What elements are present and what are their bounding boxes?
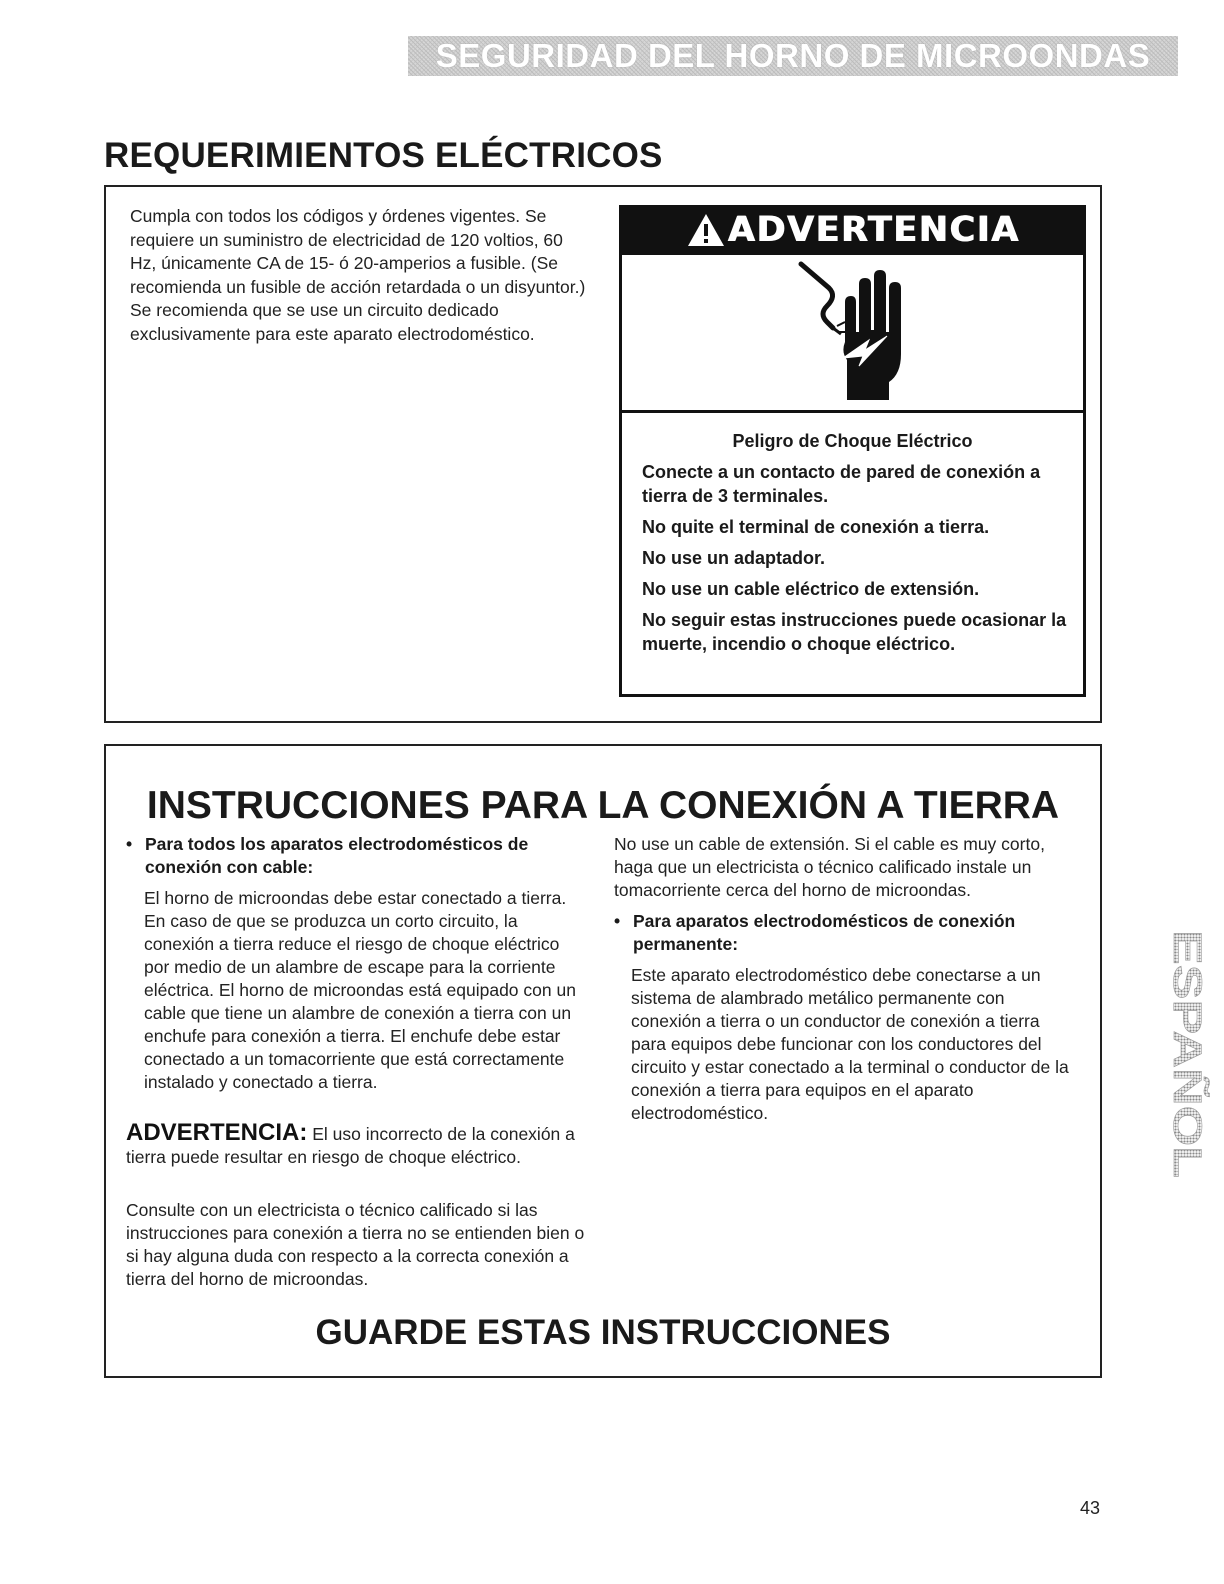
- electric-shock-hand-icon: [797, 262, 917, 402]
- banner-title: SEGURIDAD DEL HORNO DE MICROONDAS: [435, 37, 1151, 74]
- warning-line: No seguir estas instrucciones puede ocasionar la muerte, incendio o choque eléctrico.: [642, 610, 1067, 654]
- warning-lines: [642, 460, 1072, 663]
- grounding-heading: INSTRUCCIONES PARA LA CONEXIÓN A TIERRA: [146, 784, 1060, 827]
- misuse-warning-text: El uso incorrecto de la conexión a tierra puede resultar en riesgo de choque eléctrico.: [126, 1124, 575, 1167]
- bullet-icon: •: [126, 834, 133, 854]
- language-label: ESPAÑOL: [1165, 930, 1209, 1121]
- warning-label: ADVERTENCIA: [727, 210, 1020, 250]
- warning-line: No use un cable eléctrico de extensión.: [642, 579, 980, 599]
- corded-heading-text: Para todos los aparatos electrodomésticos de conexión con cable:: [145, 834, 529, 877]
- permanent-appliances-body: Este aparato electrodoméstico debe conectarse a un sistema de alambrado metálico permanente con conexión a tierra o un conductor de conexión a tierra para equipos debe funcionar con los conductores del circuito y estar conectado a la terminal o conductor de la conexión a tierra para equipos en el aparato electrodoméstico.: [631, 965, 1069, 1123]
- corded-appliances-heading: [126, 833, 586, 879]
- corded-appliances-body: El horno de microondas debe estar conectado a tierra. En caso de que se produzca un corto circuito, la conexión a tierra reduce el riesgo de choque eléctrico por medio de un alambre de escape para la corriente eléctrica. El horno de microondas está equipado con un cable que tiene un alambre de conexión a tierra con un enchufe para conexión a tierra. El enchufe debe estar conectado a un tomacorriente que está correctamente instalado y conectado a tierra.: [144, 888, 576, 1092]
- warning-divider: [619, 410, 1086, 413]
- page-number: 43: [1080, 1498, 1101, 1518]
- section-banner: [408, 36, 1178, 76]
- grounding-left-column: [126, 833, 586, 1094]
- warning-line: Conecte a un contacto de pared de conexión a tierra de 3 terminales.: [642, 462, 1041, 506]
- save-instructions-heading: GUARDE ESTAS INSTRUCCIONES: [315, 1313, 891, 1352]
- warning-header: [619, 205, 1086, 255]
- misuse-warning-label: ADVERTENCIA:: [126, 1119, 308, 1146]
- consult-electrician-text: Consulte con un electricista o técnico calificado si las instrucciones para conexión a tierra no se entienden bien o si hay alguna duda con respecto a la correcta conexión a tierra del horno de microondas.: [126, 1200, 585, 1289]
- permanent-appliances-heading: [614, 910, 1076, 956]
- grounding-right-column: [614, 833, 1076, 1125]
- warning-triangle-icon: [686, 212, 726, 248]
- misuse-warning: [126, 1121, 596, 1169]
- warning-line: No use un adaptador.: [642, 548, 826, 568]
- electrical-heading: REQUERIMIENTOS ELÉCTRICOS: [104, 136, 663, 175]
- extension-cord-text: No use un cable de extensión. Si el cable es muy corto, haga que un electricista o técnico calificado instale un tomacorriente cerca del horno de microondas.: [614, 834, 1045, 900]
- warning-line: No quite el terminal de conexión a tierra.: [642, 517, 990, 537]
- permanent-heading-text: Para aparatos electrodomésticos de conexión permanente:: [633, 911, 1016, 954]
- warning-title: Peligro de Choque Eléctrico: [732, 431, 973, 451]
- electrical-paragraph: Cumpla con todos los códigos y órdenes vigentes. Se requiere un suministro de electricidad de 120 voltios, 60 Hz, únicamente CA de 15- ó 20-amperios a fusible. (Se recomienda un fusible de acción retardada o un disyuntor.) Se recomienda que se use un circuito dedicado exclusivamente para este aparato electrodoméstico.: [130, 206, 586, 344]
- bullet-icon: •: [614, 911, 621, 931]
- language-side-tab: [1138, 930, 1209, 1180]
